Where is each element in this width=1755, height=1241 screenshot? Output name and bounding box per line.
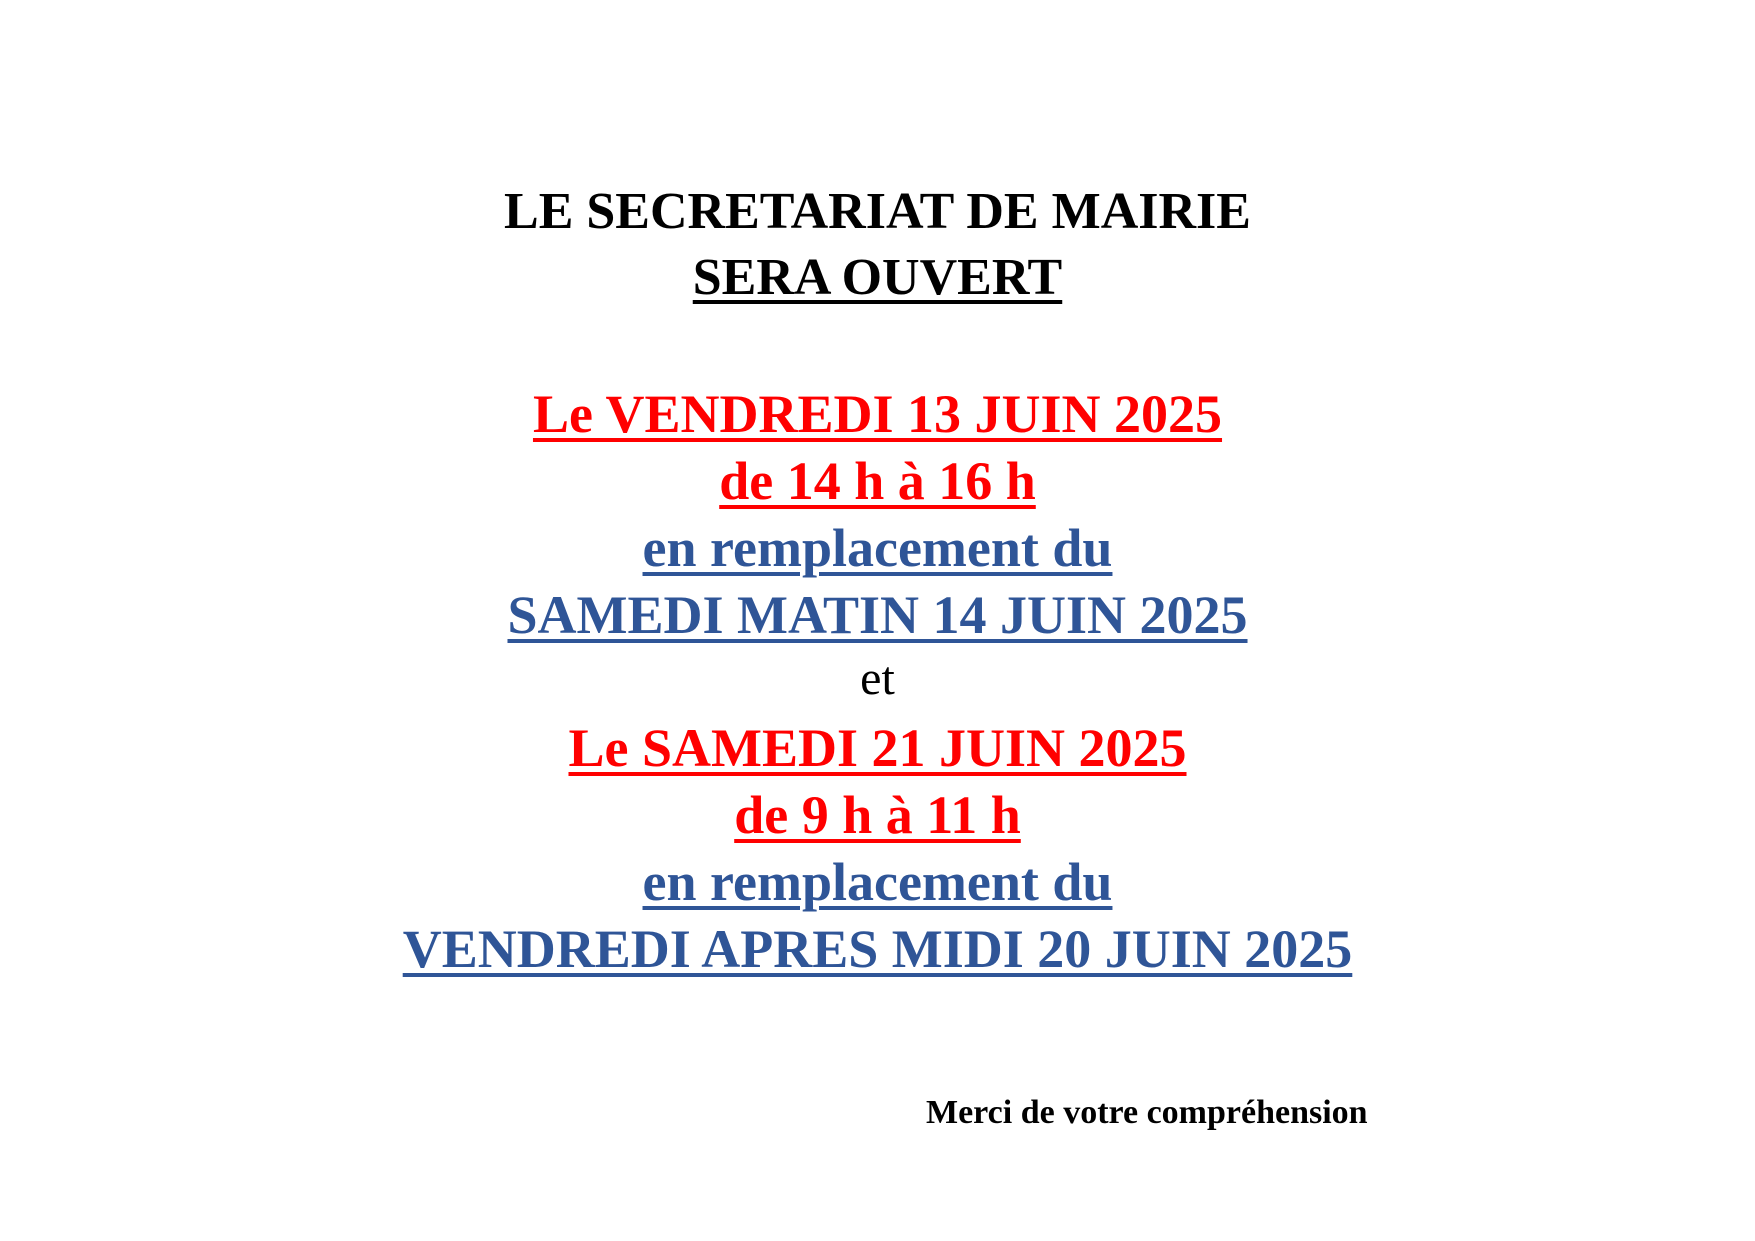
second-replaced-date: VENDREDI APRES MIDI 20 JUIN 2025 — [402, 919, 1353, 979]
first-replacement-intro: en remplacement du — [642, 518, 1113, 578]
first-replaced-date-line — [0, 585, 1755, 645]
second-date: Le SAMEDI 21 JUIN 2025 — [568, 718, 1187, 778]
first-date: Le VENDREDI 13 JUIN 2025 — [532, 384, 1223, 444]
first-replacement-intro-line — [0, 518, 1755, 578]
title-line-1 — [0, 183, 1755, 240]
conjunction: et — [860, 652, 895, 705]
second-date-line — [0, 718, 1755, 778]
second-hours: de 9 h à 11 h — [734, 785, 1021, 845]
closing-thanks: Merci de votre compréhension — [926, 1094, 1368, 1131]
second-replaced-date-line — [0, 919, 1755, 979]
open-statement: SERA OUVERT — [692, 249, 1063, 306]
title-text: LE SECRETARIAT DE MAIRIE — [504, 183, 1251, 240]
first-replaced-date: SAMEDI MATIN 14 JUIN 2025 — [507, 585, 1248, 645]
conjunction-line — [0, 652, 1755, 705]
second-replacement-intro: en remplacement du — [642, 852, 1113, 912]
second-replacement-intro-line — [0, 852, 1755, 912]
second-hours-line — [0, 785, 1755, 845]
first-hours: de 14 h à 16 h — [719, 451, 1036, 511]
first-hours-line — [0, 451, 1755, 511]
first-date-line — [0, 384, 1755, 444]
title-line-2 — [0, 249, 1755, 306]
